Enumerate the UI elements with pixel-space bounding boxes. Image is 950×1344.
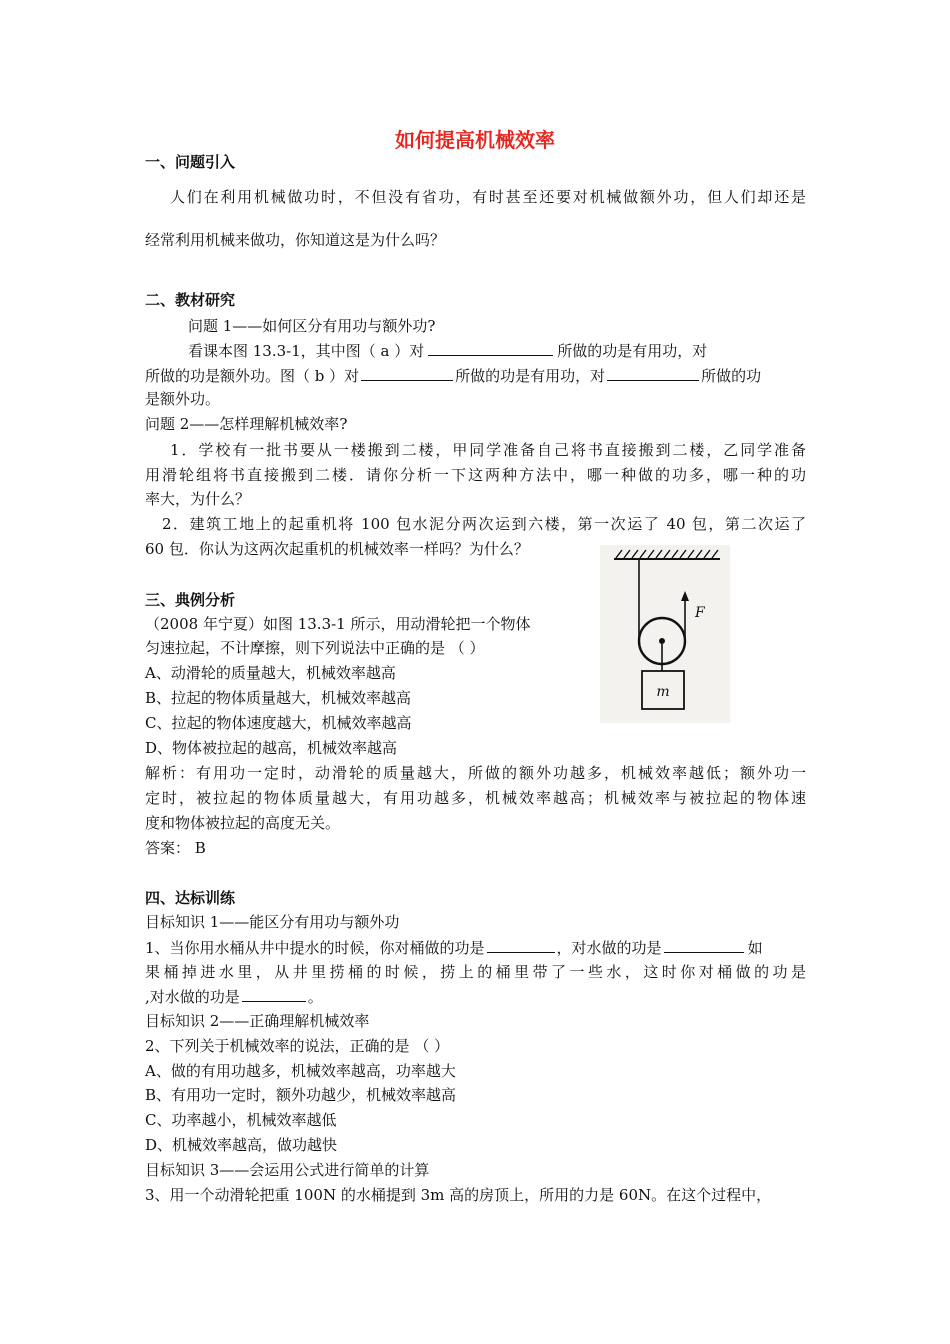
paragraph-line: 经常利用机械来做功，你知道这是为什么吗？	[145, 231, 446, 249]
paragraph-line: 1．学校有一批书要从一楼搬到二楼，甲同学准备自己将书直接搬到二楼，乙同学准备	[170, 441, 806, 459]
text-segment: 所做的功是额外功。图（ b ）对	[145, 367, 360, 385]
answer-blank	[664, 937, 744, 953]
pulley-figure	[600, 545, 730, 723]
answer-blank	[428, 340, 553, 356]
paragraph-line: 2．建筑工地上的起重机将 100 包水泥分两次运到六楼，第一次运了 40 包，第二次运了	[162, 515, 806, 533]
exercise-2-option-c: C、功率越小，机械效率越低	[145, 1111, 337, 1129]
pulley-axle	[659, 638, 665, 644]
exercise-2-option-a: A、做的有用功越多，机械效率越高，功率越大	[145, 1062, 456, 1080]
question-1-line-2	[145, 365, 761, 386]
exercise-1-line-1	[145, 937, 763, 958]
text-segment: 看课本图 13.3-1，其中图（ a ）对	[188, 342, 425, 360]
section-heading-1: 一、问题引入	[145, 153, 236, 171]
paragraph-line: 用滑轮组将书直接搬到二楼．请你分析一下这两种方法中，哪一种做的功多，哪一种的功	[145, 466, 806, 484]
paragraph-line: 60 包．你认为这两次起重机的机械效率一样吗？为什么？	[145, 540, 529, 558]
exercise-3-line: 3、用一个动滑轮把重 100N 的水桶提到 3m 高的房顶上，所用的力是 60N。在这个过程中，	[145, 1186, 772, 1204]
answer-line: 答案： B	[145, 839, 206, 857]
text-segment: ,对水做的功是	[145, 988, 240, 1006]
question-1-line-1	[188, 340, 707, 361]
section-heading-2: 二、教材研究	[145, 291, 236, 309]
example-question-line: （2008 年宁夏）如图 13.3-1 所示，用动滑轮把一个物体	[145, 615, 531, 633]
analysis-line: 解析：有用功一定时，动滑轮的质量越大，所做的额外功越多，机械效率越低；额外功一	[145, 764, 806, 782]
exercise-2-question: 2、下列关于机械效率的说法，正确的是 （ ）	[145, 1037, 450, 1055]
answer-blank	[607, 365, 699, 381]
question-2-title: 问题 2——怎样理解机械效率?	[145, 415, 348, 433]
option-b: B、拉起的物体质量越大，机械效率越高	[145, 689, 412, 707]
exercise-2-option-b: B、有用功一定时，额外功越少，机械效率越高	[145, 1086, 457, 1104]
exercise-2-option-d: D、机械效率越高，做功越快	[145, 1136, 338, 1154]
text-segment: 1、当你用水桶从井中提水的时候，你对桶做的功是	[145, 939, 485, 957]
page-title: 如何提高机械效率	[395, 128, 555, 152]
force-label: F	[695, 605, 705, 621]
text-segment: 所做的功	[701, 367, 762, 385]
paragraph-line: 人们在利用机械做功时，不但没有省功，有时甚至还要对机械做额外功，但人们却还是	[170, 188, 806, 206]
option-a: A、动滑轮的质量越大，机械效率越高	[145, 664, 396, 682]
example-question-line: 匀速拉起，不计摩擦，则下列说法中正确的是 （ ）	[145, 639, 485, 657]
exercise-1-line-2: 果桶掉进水里，从井里捞桶的时候，捞上的桶里带了一些水，这时你对桶做的功是	[145, 963, 806, 981]
text-segment: 如	[747, 939, 763, 957]
exercise-1-line-3	[145, 986, 323, 1007]
text-segment: ，对水做的功是	[556, 939, 662, 957]
question-1-line-3: 是额外功。	[145, 390, 221, 408]
goal-2: 目标知识 2——正确理解机械效率	[145, 1012, 370, 1030]
text-segment: 所做的功是有用功，对	[557, 342, 708, 360]
goal-1: 目标知识 1——能区分有用功与额外功	[145, 913, 400, 931]
text-segment: 所做的功是有用功，对	[455, 367, 606, 385]
paragraph-line: 率大，为什么？	[145, 490, 251, 508]
section-heading-4: 四、达标训练	[145, 889, 236, 907]
answer-blank	[487, 937, 555, 953]
analysis-line: 定时，被拉起的物体质量越大，有用功越多，机械效率越高；机械效率与被拉起的物体速	[145, 789, 806, 807]
section-heading-3: 三、典例分析	[145, 591, 236, 609]
option-c: C、拉起的物体速度越大，机械效率越高	[145, 714, 412, 732]
goal-3: 目标知识 3——会运用公式进行简单的计算	[145, 1161, 430, 1179]
text-segment: 。	[307, 988, 323, 1006]
answer-blank	[242, 986, 306, 1002]
question-1-title: 问题 1——如何区分有用功与额外功?	[188, 317, 436, 335]
answer-blank	[361, 365, 453, 381]
mass-label: m	[656, 684, 670, 700]
analysis-line: 度和物体被拉起的高度无关。	[145, 814, 341, 832]
option-d: D、物体被拉起的越高，机械效率越高	[145, 739, 398, 757]
